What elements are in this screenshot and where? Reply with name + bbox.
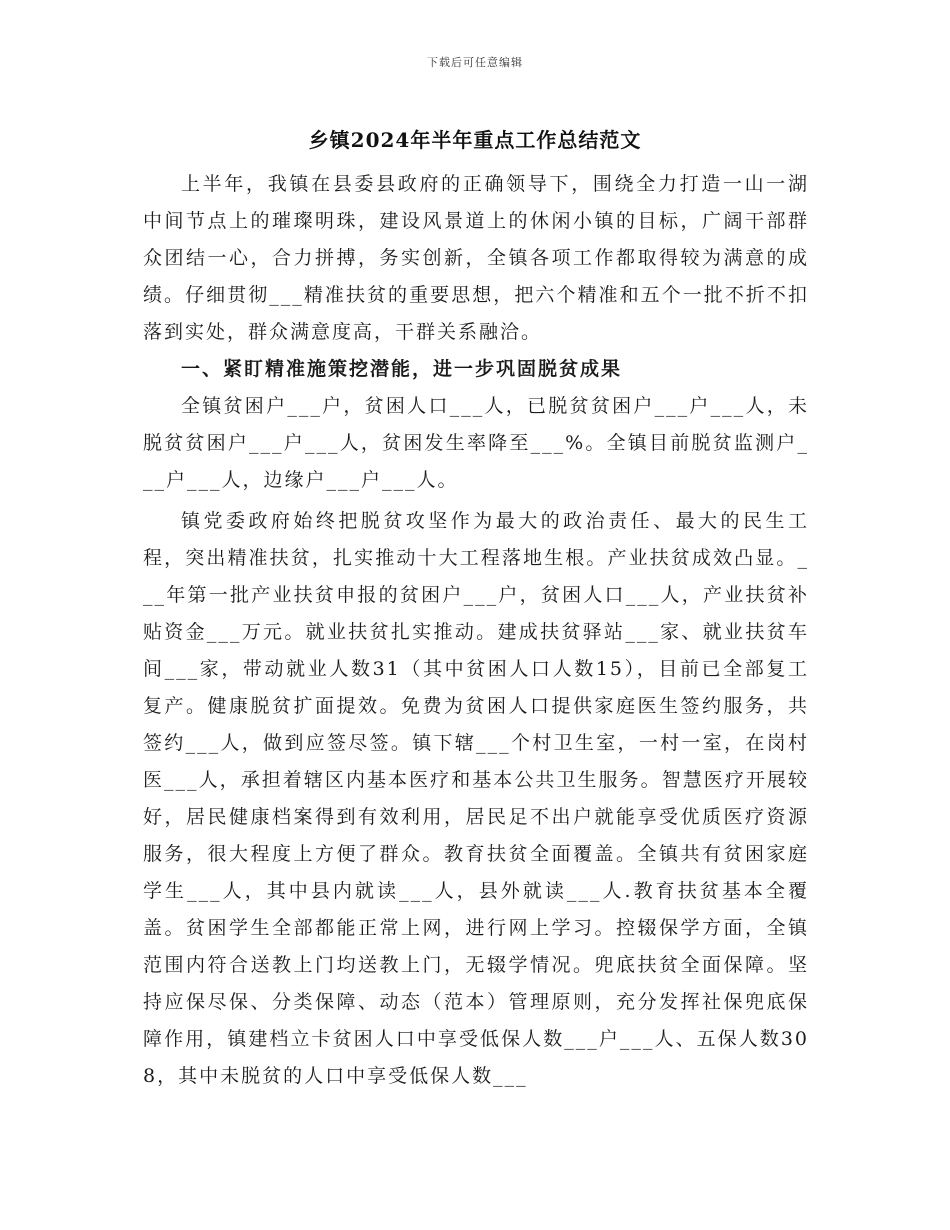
section-1-heading: 一、紧盯精准施策挖潜能，进一步巩固脱贫成果 xyxy=(181,358,623,380)
document-body xyxy=(143,166,809,1095)
document-title: 乡镇2024年半年重点工作总结范文 xyxy=(308,128,642,152)
page-header-note: 下载后可任意编辑 xyxy=(427,56,523,69)
section-1-paragraph-1: 全镇贫困户___户，贫困人口___人，已脱贫贫困户___户___人，未脱贫贫困户___户___人，贫困发生率降至___%。全镇目前脱贫监测户___户___人，边缘户___户___人。 xyxy=(143,395,809,491)
intro-paragraph: 上半年，我镇在县委县政府的正确领导下，围绕全力打造一山一湖中间节点上的璀璨明珠，建设风景道上的休闲小镇的目标，广阔干部群众团结一心，合力拼搏，务实创新，全镇各项工作都取得较为满意的成绩。仔细贯彻___精准扶贫的重要思想，把六个精准和五个一批不折不扣落到实处，群众满意度高，干群关系融洽。 xyxy=(143,173,809,343)
section-1-paragraph-2: 镇党委政府始终把脱贫攻坚作为最大的政治责任、最大的民生工程，突出精准扶贫，扎实推动十大工程落地生根。产业扶贫成效凸显。___年第一批产业扶贫申报的贫困户___户，贫困人口___人，产业扶贫补贴资金___万元。就业扶贫扎实推动。建成扶贫驿站___家、就业扶贫车间___家，带动就业人数31（其中贫困人口人数15），目前已全部复工复产。健康脱贫扩面提效。免费为贫困人口提供家庭医生签约服务，共签约___人，做到应签尽签。镇下辖___个村卫生室，一村一室，在岗村医___人，承担着辖区内基本医疗和基本公共卫生服务。智慧医疗开展较好，居民健康档案得到有效利用，居民足不出户就能享受优质医疗资源服务，很大程度上方便了群众。教育扶贫全面覆盖。全镇共有贫困家庭学生___人，其中县内就读___人，县外就读___人.教育扶贫基本全覆盖。贫困学生全部都能正常上网，进行网上学习。控辍保学方面，全镇范围内符合送教上门均送教上门，无辍学情况。兜底扶贫全面保障。坚持应保尽保、分类保障、动态（范本）管理原则，充分发挥社保兜底保障作用，镇建档立卡贫困人口中享受低保人数___户___人、五保人数308，其中未脱贫的人口中享受低保人数___ xyxy=(143,510,809,1087)
